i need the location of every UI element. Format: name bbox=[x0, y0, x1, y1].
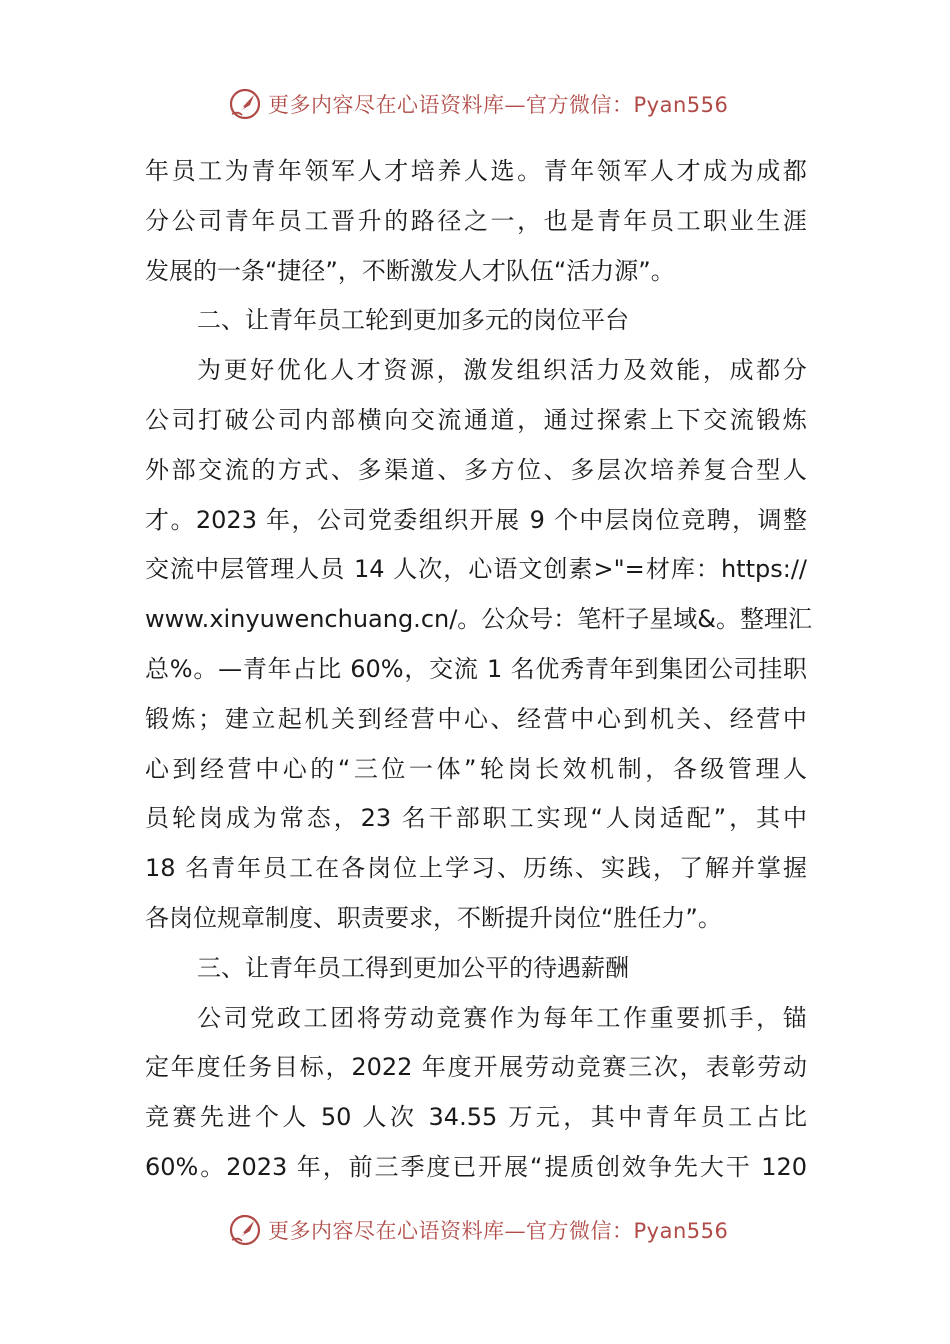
watermark-text: 更多内容尽在心语资料库—官方微信：Pyan556 bbox=[268, 93, 729, 117]
text-line: 才。2023 年，公司党委组织开展 9 个中层岗位竞聘，调整 bbox=[145, 505, 807, 534]
quill-logo-icon bbox=[228, 87, 262, 121]
text-line: 锻 炼 ； 建 立 起 机 关 到 经 营 中 心 、 经 营 中 心 到 机 关 、 经 营 中 bbox=[145, 704, 807, 733]
text-line: 公 司 打 破 公 司 内 部 横 向 交 流 通 道 ， 通 过 探 索 上 下 交 流 锻 炼 bbox=[145, 405, 807, 434]
text-line: 员轮岗成为常态，23 名干部职工实现“人岗适配”，其中 bbox=[145, 804, 807, 833]
text-line: 各岗位规章制度、职责要求，不断提升岗位“胜任力”。 bbox=[145, 903, 722, 932]
text-line: 总%。—青年占比 60%，交流 1 名优秀青年到集团公司挂职 bbox=[145, 654, 807, 683]
text-line: 年 员 工 为 青 年 领 军 人 才 培 养 人 选 。 青 年 领 军 人 才 成 为 成 都 bbox=[145, 157, 807, 185]
text-line: 定年度任务目标，2022 年度开展劳动竞赛三次，表彰劳动 bbox=[145, 1053, 807, 1082]
watermark-header bbox=[228, 84, 728, 124]
text-line: 交流中层管理人员 14 人次，心语文创素>"=材库：https:// bbox=[145, 555, 807, 584]
text-line: 公 司 党 政 工 团 将 劳 动 竞 赛 作 为 每 年 工 作 重 要 抓 手 ， 锚 bbox=[197, 1003, 807, 1032]
text-line: www.xinyuwenchuang.cn/。公众号：笔杆子星域&。整理汇 bbox=[145, 605, 813, 634]
text-line: 发展的一条“捷径”，不断激发人才队伍“活力源”。 bbox=[145, 256, 675, 285]
quill-logo-icon bbox=[228, 1213, 262, 1247]
text-line: 外 部 交 流 的 方 式 、 多 渠 道 、 多 方 位 、 多 层 次 培 养 复 合 型 人 bbox=[145, 455, 807, 484]
section-heading: 三、让青年员工得到更加公平的待遇薪酬 bbox=[197, 953, 629, 982]
text-line: 60%。2023 年，前三季度已开展“提质创效争先大干 120 bbox=[145, 1152, 807, 1181]
text-line: 为 更 好 优 化 人 才 资 源 ， 激 发 组 织 活 力 及 效 能 ， 成 都 分 bbox=[197, 356, 807, 385]
watermark-text: 更多内容尽在心语资料库—官方微信：Pyan556 bbox=[268, 1219, 729, 1243]
text-line: 分 公 司 青 年 员 工 晋 升 的 路 径 之 一 ， 也 是 青 年 员 工 职 业 生 涯 bbox=[145, 206, 807, 235]
document-body bbox=[145, 147, 813, 1193]
section-heading: 二、让青年员工轮到更加多元的岗位平台 bbox=[197, 306, 629, 335]
text-line: 心 到 经 营 中 心 的 “ 三 位 一 体 ” 轮 岗 长 效 机 制 ， 各 级 管 理 人 bbox=[145, 754, 807, 783]
watermark-footer bbox=[228, 1210, 728, 1250]
text-line: 竞赛先进个人 50 人次 34.55 万元，其中青年员工占比 bbox=[145, 1103, 807, 1132]
text-line: 18 名青年员工在各岗位上学习、历练、实践，了解并掌握 bbox=[145, 854, 807, 883]
